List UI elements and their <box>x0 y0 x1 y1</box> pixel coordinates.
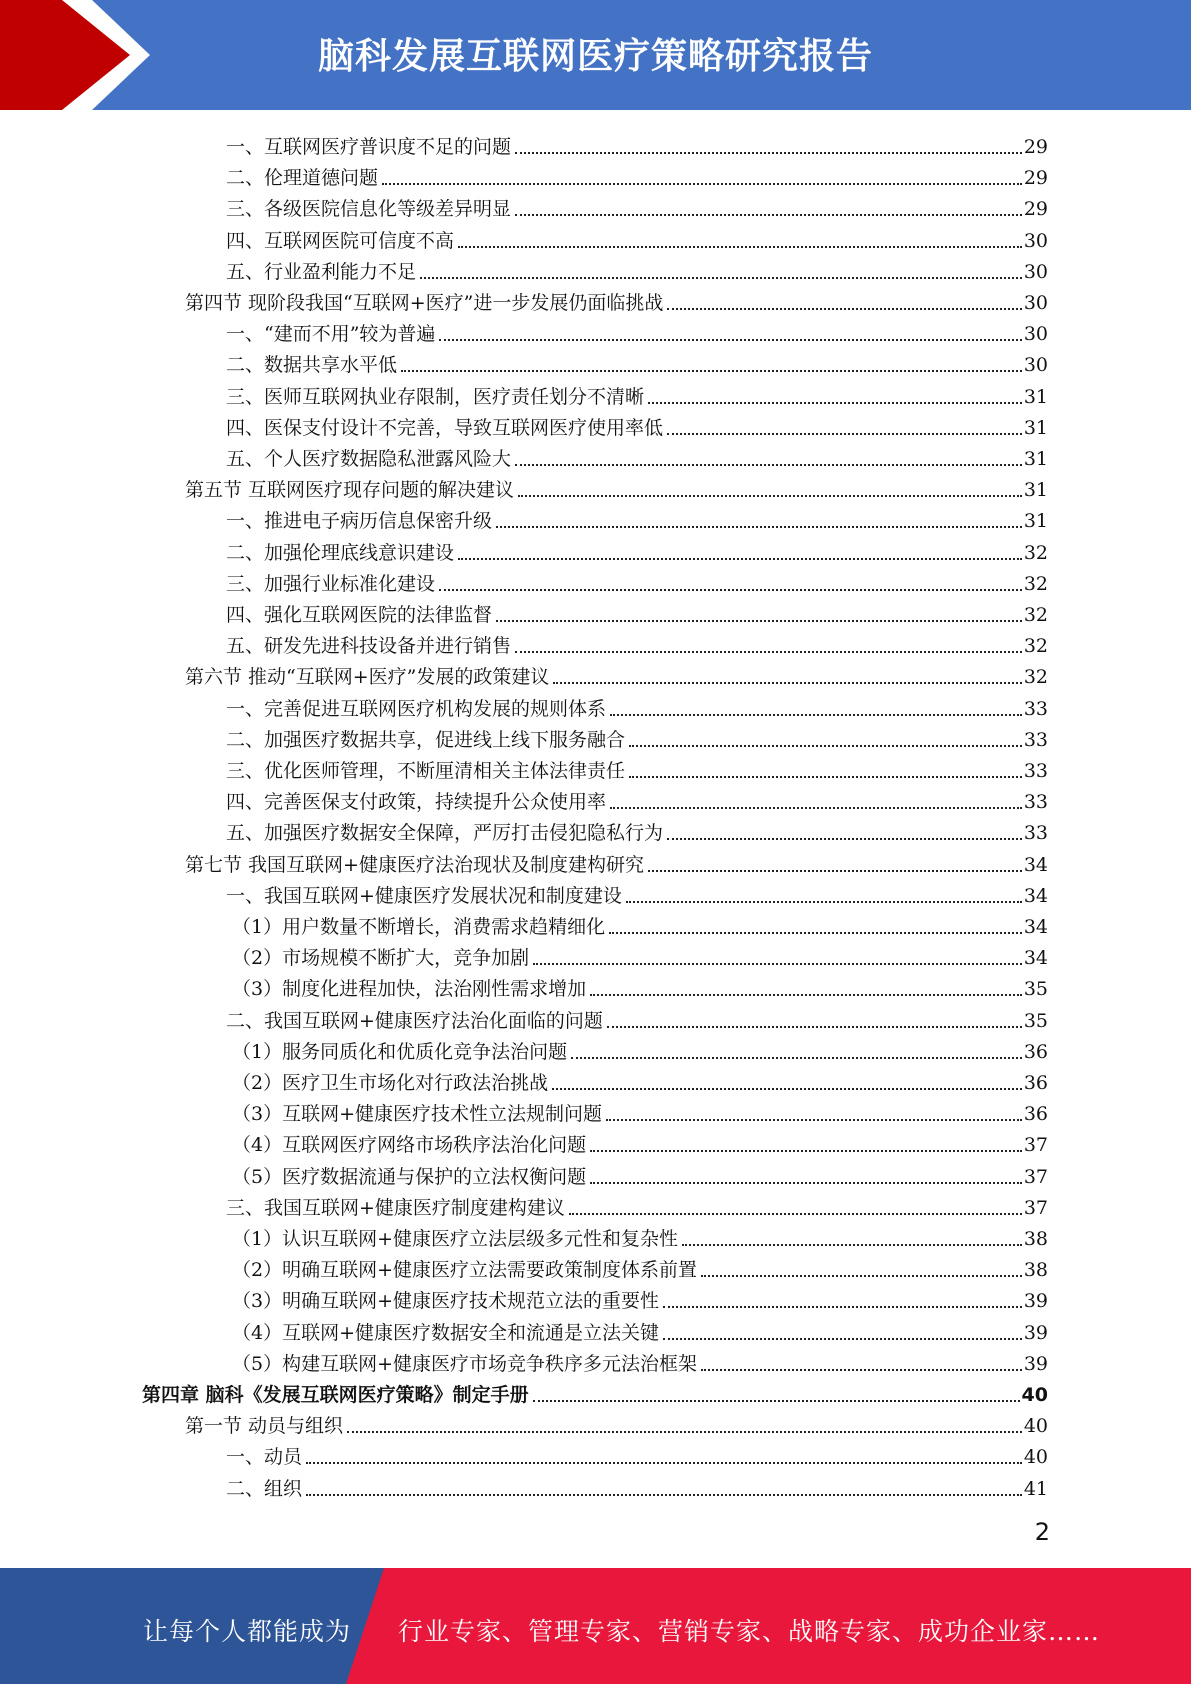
toc-entry-page: 33 <box>1023 760 1048 782</box>
toc-entry-label: 三、医师互联网执业存限制，医疗责任划分不清晰 <box>226 385 645 408</box>
toc-entry-page: 31 <box>1023 448 1048 470</box>
toc-entry[interactable] <box>226 440 1048 471</box>
toc-entry-label: 三、优化医师管理，不断厘清相关主体法律责任 <box>226 760 626 782</box>
toc-entry[interactable] <box>185 846 1048 877</box>
toc-entry-page: 34 <box>1023 947 1048 970</box>
toc-dot-leader <box>667 838 1022 840</box>
toc-entry-label: 一、动员 <box>226 1446 303 1469</box>
toc-dot-leader <box>610 714 1022 716</box>
toc-entry-label: 第五节 互联网医疗现存问题的解决建议 <box>185 479 515 502</box>
toc-entry[interactable] <box>226 721 1048 752</box>
toc-entry-label: 五、加强医疗数据安全保障，严厉打击侵犯隐私行为 <box>226 822 664 845</box>
toc-entry-page: 36 <box>1023 1072 1048 1094</box>
toc-entry[interactable] <box>226 315 1048 346</box>
toc-dot-leader <box>533 1400 1020 1402</box>
toc-entry-label: （1）认识互联网+健康医疗立法层级多元性和复杂性 <box>232 1228 679 1250</box>
toc-entry[interactable] <box>226 1189 1048 1220</box>
toc-entry-page: 40 <box>1021 1384 1048 1406</box>
toc-entry-page: 33 <box>1023 791 1048 814</box>
toc-entry-label: 三、我国互联网+健康医疗制度建构建议 <box>226 1196 565 1219</box>
toc-entry-page: 41 <box>1023 1477 1048 1500</box>
toc-entry[interactable] <box>232 1251 1048 1282</box>
toc-entry-label: 四、医保支付设计不完善，导致互联网医疗使用率低 <box>226 416 664 439</box>
toc-entry[interactable] <box>226 222 1048 253</box>
toc-entry-page: 34 <box>1023 884 1048 907</box>
toc-entry[interactable] <box>226 627 1048 658</box>
toc-entry-label: 三、加强行业标准化建设 <box>226 572 436 595</box>
toc-entry[interactable] <box>232 1314 1048 1345</box>
toc-entry-label: 二、加强伦理底线意识建设 <box>226 541 455 564</box>
toc-entry-page: 36 <box>1023 1103 1048 1126</box>
toc-entry-label: （4）互联网医疗网络市场秩序法治化问题 <box>232 1134 587 1157</box>
toc-entry[interactable] <box>226 253 1048 284</box>
page-footer <box>0 1568 1191 1684</box>
toc-entry-page: 36 <box>1023 1040 1048 1063</box>
toc-dot-leader <box>401 370 1022 372</box>
toc-entry[interactable] <box>232 1095 1048 1126</box>
toc-entry[interactable] <box>232 1158 1048 1189</box>
toc-entry-page: 31 <box>1023 510 1048 533</box>
toc-entry-label: 五、行业盈利能力不足 <box>226 260 417 283</box>
toc-dot-leader <box>590 1150 1022 1152</box>
toc-entry-label: （5）构建互联网+健康医疗市场竞争秩序多元法治框架 <box>232 1352 698 1375</box>
toc-entry-label: 四、完善医保支付政策，持续提升公众使用率 <box>226 791 607 814</box>
toc-dot-leader <box>610 807 1022 809</box>
toc-entry-page: 30 <box>1023 260 1048 283</box>
toc-entry-page: 30 <box>1023 323 1048 346</box>
toc-dot-leader <box>306 1494 1022 1496</box>
toc-entry[interactable] <box>226 378 1048 409</box>
toc-entry-page: 30 <box>1023 292 1048 314</box>
toc-entry[interactable] <box>226 1002 1048 1033</box>
toc-entry-label: 二、伦理道德问题 <box>226 167 379 190</box>
toc-entry-page: 33 <box>1023 697 1048 720</box>
toc-dot-leader <box>590 994 1022 996</box>
toc-dot-leader <box>458 558 1022 560</box>
toc-entry-label: （2）医疗卫生市场化对行政法治挑战 <box>232 1072 549 1094</box>
report-title: 脑科发展互联网医疗策略研究报告 <box>317 36 873 77</box>
toc-entry-label: 二、我国互联网+健康医疗法治化面临的问题 <box>226 1009 603 1032</box>
toc-entry-page: 30 <box>1023 354 1048 377</box>
toc-entry-label: 五、个人医疗数据隐私泄露风险大 <box>226 448 512 470</box>
toc-dot-leader <box>629 776 1022 778</box>
toc-entry-label: （3）明确互联网+健康医疗技术规范立法的重要性 <box>232 1290 660 1313</box>
toc-entry-page: 35 <box>1023 1009 1048 1032</box>
toc-dot-leader <box>626 901 1022 903</box>
toc-entry[interactable] <box>226 596 1048 627</box>
toc-entry[interactable] <box>226 752 1048 783</box>
toc-entry-label: 一、完善促进互联网医疗机构发展的规则体系 <box>226 697 607 720</box>
toc-entry-page: 32 <box>1023 604 1048 626</box>
toc-dot-leader <box>682 1244 1022 1246</box>
toc-entry-page: 37 <box>1023 1134 1048 1157</box>
toc-dot-leader <box>667 433 1022 435</box>
toc-entry[interactable] <box>185 471 1048 502</box>
toc-entry[interactable] <box>232 1345 1048 1376</box>
toc-entry-label: 第一节 动员与组织 <box>185 1415 344 1438</box>
toc-dot-leader <box>515 152 1022 154</box>
toc-entry-label: 二、加强医疗数据共享，促进线上线下服务融合 <box>226 728 626 751</box>
toc-entry-page: 32 <box>1023 666 1048 689</box>
toc-entry[interactable] <box>226 877 1048 908</box>
toc-dot-leader <box>609 932 1022 934</box>
toc-dot-leader <box>553 682 1021 684</box>
toc-dot-leader <box>496 620 1022 622</box>
toc-entry[interactable] <box>226 409 1048 440</box>
toc-entry-page: 40 <box>1023 1415 1048 1438</box>
page-header <box>0 0 1191 110</box>
toc-entry-page: 30 <box>1023 229 1048 252</box>
toc-entry-label: 第六节 推动“互联网+医疗”发展的政策建议 <box>185 666 550 689</box>
toc-entry-label: 一、互联网医疗普识度不足的问题 <box>226 136 512 158</box>
toc-entry-page: 33 <box>1023 728 1048 751</box>
toc-entry[interactable] <box>232 1064 1048 1095</box>
toc-dot-leader <box>590 1182 1022 1184</box>
toc-entry-page: 34 <box>1023 916 1048 938</box>
toc-entry-label: （3）互联网+健康医疗技术性立法规制问题 <box>232 1103 603 1126</box>
toc-dot-leader <box>515 651 1022 653</box>
toc-entry-label: 第四章 脑科《发展互联网医疗策略》制定手册 <box>142 1384 529 1406</box>
toc-dot-leader <box>552 1088 1022 1090</box>
toc-entry[interactable] <box>226 502 1048 533</box>
toc-dot-leader <box>663 1338 1022 1340</box>
toc-entry-page: 35 <box>1023 978 1048 1001</box>
toc-entry-page: 32 <box>1023 572 1048 595</box>
toc-entry[interactable] <box>232 908 1048 939</box>
toc-entry-label: （1）用户数量不断增长，消费需求趋精细化 <box>232 916 606 938</box>
toc-entry-label: （1）服务同质化和优质化竞争法治问题 <box>232 1040 568 1063</box>
toc-entry-label: 一、我国互联网+健康医疗发展状况和制度建设 <box>226 884 622 907</box>
toc-entry[interactable] <box>226 534 1048 565</box>
toc-entry[interactable] <box>226 783 1048 814</box>
toc-entry-page: 31 <box>1023 385 1048 408</box>
toc-entry-page: 32 <box>1023 635 1048 658</box>
toc-entry[interactable] <box>232 1220 1048 1251</box>
toc-entry-page: 37 <box>1023 1196 1048 1219</box>
toc-entry-label: 四、强化互联网医院的法律监督 <box>226 604 493 626</box>
toc-entry-page: 29 <box>1023 167 1048 190</box>
toc-dot-leader <box>518 495 1022 497</box>
toc-dot-leader <box>515 214 1022 216</box>
toc-dot-leader <box>569 1213 1022 1215</box>
toc-entry-label: 一、“建而不用”较为普遍 <box>226 323 436 346</box>
toc-entry-label: 二、组织 <box>226 1477 303 1500</box>
toc-dot-leader <box>420 277 1022 279</box>
toc-dot-leader <box>701 1275 1022 1277</box>
toc-dot-leader <box>439 339 1021 341</box>
toc-dot-leader <box>515 464 1022 466</box>
toc-entry-page: 29 <box>1023 198 1048 221</box>
toc-entry-label: （5）医疗数据流通与保护的立法权衡问题 <box>232 1165 587 1188</box>
toc-entry[interactable] <box>226 190 1048 221</box>
toc-entry-label: 五、研发先进科技设备并进行销售 <box>226 635 512 658</box>
toc-dot-leader <box>347 1431 1022 1433</box>
toc-entry[interactable] <box>142 1376 1048 1407</box>
toc-entry[interactable] <box>232 939 1048 970</box>
toc-entry[interactable] <box>185 658 1048 689</box>
toc-dot-leader <box>306 1462 1022 1464</box>
toc-entry-label: （3）制度化进程加快，法治刚性需求增加 <box>232 978 587 1001</box>
toc-entry-page: 31 <box>1023 416 1048 439</box>
toc-dot-leader <box>629 745 1022 747</box>
toc-entry-page: 31 <box>1023 479 1048 502</box>
toc-dot-leader <box>648 402 1022 404</box>
toc-dot-leader <box>607 1026 1022 1028</box>
toc-dot-leader <box>648 870 1022 872</box>
toc-entry-label: 三、各级医院信息化等级差异明显 <box>226 198 512 221</box>
footer-slogan-right: 行业专家、管理专家、营销专家、战略专家、成功企业家…… <box>398 1617 1101 1646</box>
toc-entry-page: 38 <box>1023 1228 1048 1250</box>
toc-entry-page: 29 <box>1023 136 1048 158</box>
toc-entry-page: 32 <box>1023 541 1048 564</box>
toc-entry-page: 37 <box>1023 1165 1048 1188</box>
toc-entry-page: 33 <box>1023 822 1048 845</box>
toc-entry-label: 二、数据共享水平低 <box>226 354 398 377</box>
toc-entry-page: 34 <box>1023 853 1048 876</box>
toc-entry[interactable] <box>226 1438 1048 1469</box>
toc-dot-leader <box>667 308 1021 310</box>
toc-entry-page: 39 <box>1023 1352 1048 1375</box>
toc-entry[interactable] <box>232 1126 1048 1157</box>
toc-dot-leader <box>496 526 1022 528</box>
toc-entry-label: （4）互联网+健康医疗数据安全和流通是立法关键 <box>232 1321 660 1344</box>
toc-entry[interactable] <box>226 1470 1048 1501</box>
toc-dot-leader <box>663 1306 1022 1308</box>
toc-entry[interactable] <box>185 284 1048 315</box>
footer-slogan-left: 让每个人都能成为 <box>143 1617 352 1646</box>
toc-entry[interactable] <box>226 159 1048 190</box>
toc-dot-leader <box>439 589 1022 591</box>
toc-entry[interactable] <box>226 346 1048 377</box>
page-number: 2 <box>1034 1518 1050 1546</box>
toc-entry-label: 一、推进电子病历信息保密升级 <box>226 510 493 533</box>
toc-entry-page: 39 <box>1023 1290 1048 1313</box>
toc-entry-label: （2）市场规模不断扩大，竞争加剧 <box>232 947 530 970</box>
toc-entry-label: 第四节 现阶段我国“互联网+医疗”进一步发展仍面临挑战 <box>185 292 664 314</box>
toc-dot-leader <box>606 1119 1022 1121</box>
toc-entry-page: 40 <box>1023 1446 1048 1469</box>
toc-dot-leader <box>533 963 1022 965</box>
toc-entry[interactable] <box>226 814 1048 845</box>
toc-dot-leader <box>701 1369 1022 1371</box>
toc-entry[interactable] <box>185 1407 1048 1438</box>
toc-entry[interactable] <box>226 690 1048 721</box>
toc-dot-leader <box>458 246 1022 248</box>
toc-entry[interactable] <box>232 1282 1048 1313</box>
toc-dot-leader <box>571 1057 1022 1059</box>
toc-dot-leader <box>382 183 1022 185</box>
toc-entry-label: （2）明确互联网+健康医疗立法需要政策制度体系前置 <box>232 1259 698 1282</box>
toc-entry[interactable] <box>232 1033 1048 1064</box>
toc-entry[interactable] <box>232 970 1048 1001</box>
toc-entry[interactable] <box>226 565 1048 596</box>
toc-entry-label: 四、互联网医院可信度不高 <box>226 229 455 252</box>
toc-entry-page: 39 <box>1023 1321 1048 1344</box>
toc-entry-page: 38 <box>1023 1259 1048 1282</box>
toc-entry-label: 第七节 我国互联网+健康医疗法治现状及制度建构研究 <box>185 853 644 876</box>
toc-entry[interactable] <box>226 128 1048 159</box>
